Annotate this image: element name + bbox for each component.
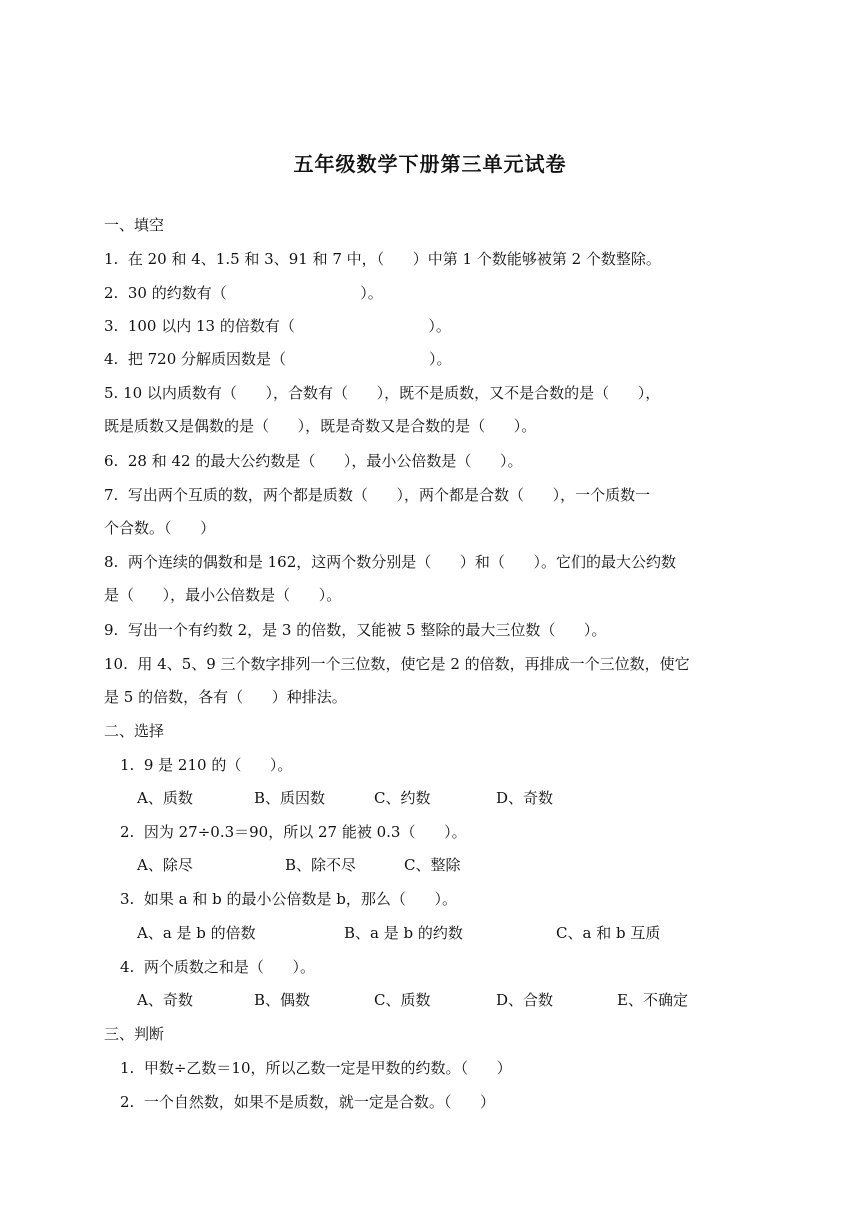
- option-d: D、奇数: [496, 789, 554, 807]
- choice-question-1: 1. 9 是 210 的（ ）。: [120, 756, 293, 774]
- option-a: A、质数: [137, 789, 193, 807]
- section-heading-judge: 三、判断: [104, 1025, 165, 1043]
- fill-question-2: 2. 30 的约数有（ ）。: [104, 284, 383, 302]
- option-a: A、a 是 b 的倍数: [137, 924, 256, 942]
- fill-question-4: 4. 把 720 分解质因数是（ ）。: [104, 350, 452, 368]
- option-c: C、a 和 b 互质: [556, 924, 661, 942]
- option-e: E、不确定: [617, 991, 688, 1009]
- option-c: C、约数: [374, 789, 431, 807]
- judge-question-1: 1. 甲数÷乙数＝10，所以乙数一定是甲数的约数。（ ）: [120, 1059, 512, 1077]
- fill-question-8: 8. 两个连续的偶数和是 162，这两个数分别是（ ）和（ ）。它们的最大公约数: [104, 553, 676, 571]
- fill-question-5-cont: 既是质数又是偶数的是（ ），既是奇数又是合数的是（ ）。: [104, 417, 537, 435]
- fill-question-7: 7. 写出两个互质的数，两个都是质数（ ），两个都是合数（ ），一个质数一: [104, 486, 651, 504]
- fill-question-5: 5. 10 以内质数有（ ），合数有（ ），既不是质数，又不是合数的是（ ），: [104, 384, 661, 402]
- option-b: B、质因数: [254, 789, 326, 807]
- fill-question-10: 10. 用 4、5、9 三个数字排列一个三位数，使它是 2 的倍数，再排成一个三位数，使它: [104, 655, 690, 673]
- choice-question-4: 4. 两个质数之和是（ ）。: [120, 958, 315, 976]
- option-a: A、奇数: [137, 991, 193, 1009]
- judge-question-2: 2. 一个自然数，如果不是质数，就一定是合数。（ ）: [120, 1093, 495, 1111]
- option-d: D、合数: [496, 991, 554, 1009]
- page-title: 五年级数学下册第三单元试卷: [293, 152, 567, 176]
- option-c: C、整除: [404, 856, 461, 874]
- fill-question-9: 9. 写出一个有约数 2，是 3 的倍数，又能被 5 整除的最大三位数（ ）。: [104, 621, 607, 639]
- option-b: B、偶数: [254, 991, 311, 1009]
- fill-question-6: 6. 28 和 42 的最大公约数是（ ），最小公倍数是（ ）。: [104, 452, 523, 470]
- fill-question-8-cont: 是（ ），最小公倍数是（ ）。: [104, 586, 342, 604]
- option-b: B、a 是 b 的约数: [344, 924, 463, 942]
- option-b: B、除不尽: [285, 856, 357, 874]
- fill-question-3: 3. 100 以内 13 的倍数有（ ）。: [104, 317, 451, 335]
- section-heading-choice: 二、选择: [104, 722, 165, 740]
- option-c: C、质数: [374, 991, 431, 1009]
- fill-question-1: 1. 在 20 和 4、1.5 和 3、91 和 7 中，（ ）中第 1 个数能够被第 2 个数整除。: [104, 250, 661, 268]
- choice-question-3: 3. 如果 a 和 b 的最小公倍数是 b，那么（ ）。: [120, 890, 457, 908]
- section-heading-fill-in: 一、填空: [104, 216, 165, 234]
- choice-question-2: 2. 因为 27÷0.3＝90，所以 27 能被 0.3（ ）。: [120, 823, 467, 841]
- fill-question-7-cont: 个合数。（ ）: [104, 519, 216, 537]
- fill-question-10-cont: 是 5 的倍数，各有（ ）种排法。: [104, 688, 347, 706]
- option-a: A、除尽: [137, 856, 193, 874]
